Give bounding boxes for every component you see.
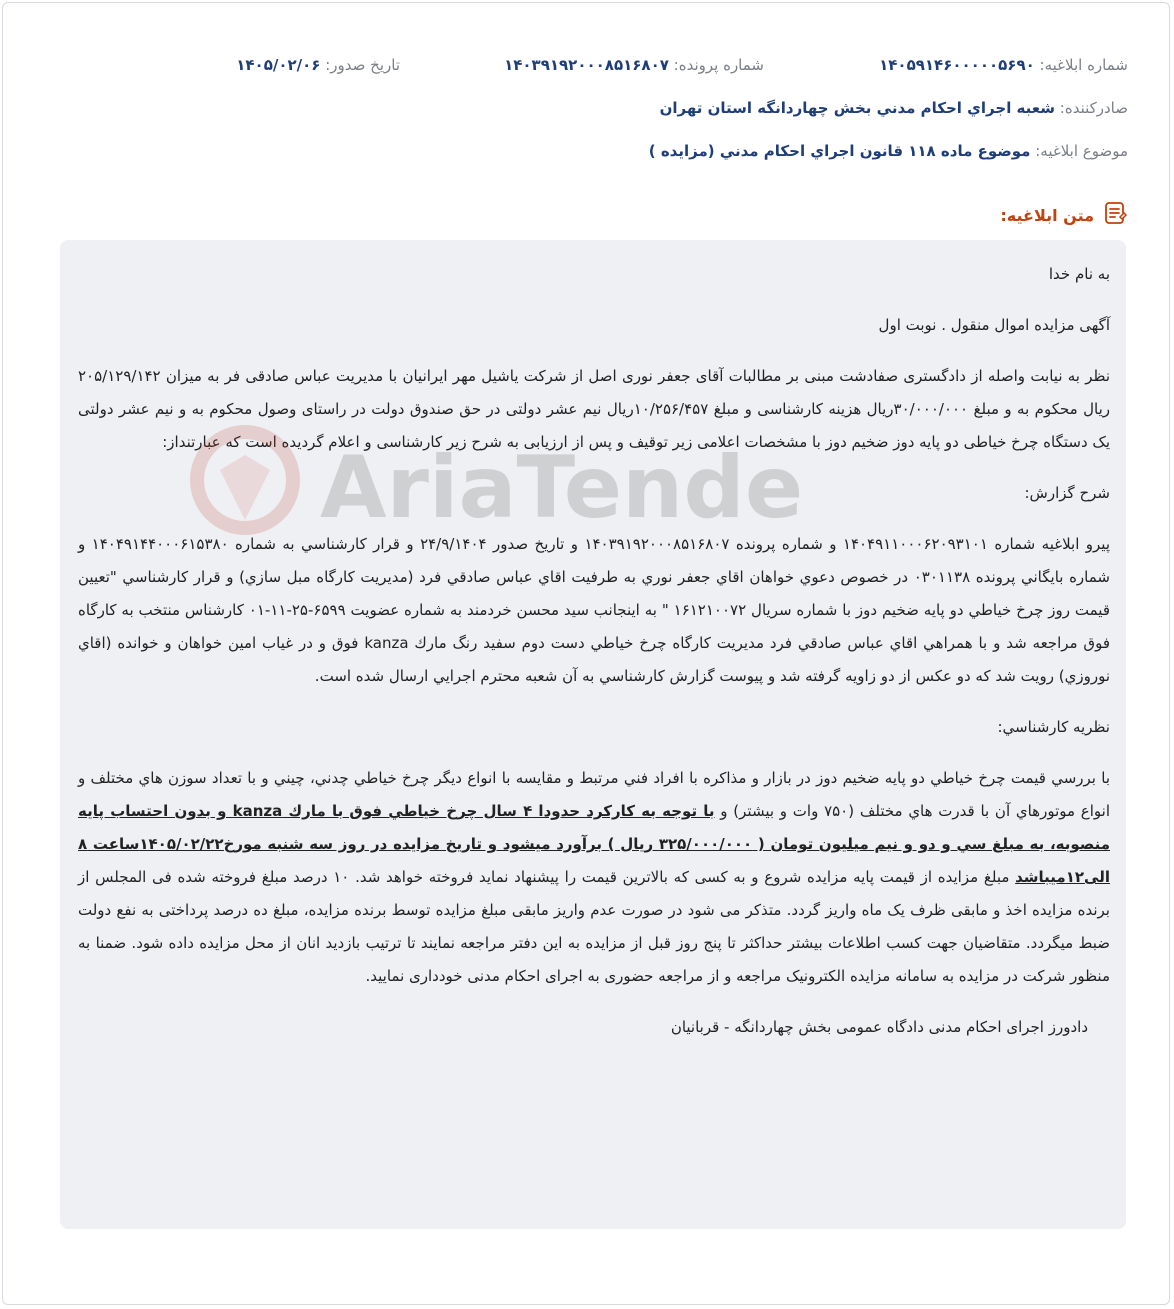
signature: دادورز اجرای احکام مدنی دادگاه عمومی بخش چهاردانگه - قربانیان xyxy=(670,1018,1088,1036)
opinion-paragraph xyxy=(78,762,1110,993)
issue-date xyxy=(236,56,400,74)
notice-number xyxy=(879,56,1128,74)
opinion-heading: نظریه کارشناسي: xyxy=(997,718,1110,736)
report-heading: شرح گزارش: xyxy=(1024,484,1110,502)
document-text-icon xyxy=(1102,200,1128,230)
report-paragraph: پیرو ابلاغیه شماره ۱۴۰۴۹۱۱۰۰۰۶۲۰۹۳۱۰۱ و شماره پرونده ۱۴۰۳۹۱۹۲۰۰۰۸۵۱۶۸۰۷ و تاریخ صدور ۲۴/۹/۱۴۰۴ و قرار کارشناسي به شماره ۱۴۰۴۹۱۴۴۰۰۰۶۱۵۳۸۰ و شماره بایگاني پرونده ۰۳۰۱۱۳۸ در خصوص دعوي خواهان اقاي جعفر نوري به طرفیت اقاي عباس صادقي فرد (مدیریت کارگاه مبل سازي) و قرار کارشناسي "تعیین قیمت روز چرخ خیاطي دو پایه ضخیم دوز با شماره سریال ۱۶۱۲۱۰۰۷۲ " به اینجانب سید محسن خردمند به شماره عضویت ۶۵۹۹-۲۵-۱۱-۰۱ کارشناس منتخب به کارگاه فوق مراجعه شد و با همراهي اقاي عباس صادقي فرد مدیریت کارگاه چرخ خیاطي دست دوم سفید رنگ مارك kanza فوق و در غیاب امین خواهان و خوانده (اقاي نوروزي) رویت شد که دو عکس از دو زاویه گرفته شد و پیوست گزارش کارشناسي به آن شعبه محترم اجرایي ارسال شده است. xyxy=(78,535,1111,685)
issue-date-value: ۱۴۰۵/۰۲/۰۶ xyxy=(236,56,321,74)
opinion-text-a: با بررسي قیمت چرخ خیاطي دو پایه ضخیم دوز در بازار و مذاکره با افراد فني مرتبط و مقایسه با انواع دیگر چرخ خیاطي چدني، چیني و با تعداد سوزن هاي مختلف و انواع موتورهاي آن با قدرت هاي مختلف (۷۵۰ وات و بیشتر) و xyxy=(78,769,1110,820)
opinion-text-c: مبلغ مزایده از قیمت پایه مزایده شروع و به کسی که بالاترین قیمت را پیشنهاد نماید فروخته خواهد شد. ۱۰ درصد مبلغ فروخته شده فی المجلس از برنده مزایده اخذ و مابقی ظرف یک ماه واریز گردد. متذکر می شود در صورت عدم واریز مابقی مبلغ مزایده توسط برنده مزایده، مبلغ ده درصد پرداختی به نفع دولت ضبط میگردد. متقاضیان جهت کسب اطلاعات بیشتر حداکثر تا پنج روز قبل از مزایده به این دفتر مراجعه نمایند تا ترتیب بازدید انان از محل مزایده داده شود. ضمنا به منظور شرکت در مزایده به سامانه مزایده الکترونیک مراجعه و از مراجعه حضوری به اجرای احکام مدنی خودداری نمایید. xyxy=(78,868,1110,985)
subject-label: موضوع ابلاغیه: xyxy=(1035,142,1128,160)
case-number-label: شماره پرونده: xyxy=(673,56,764,74)
issuer-row xyxy=(40,99,1128,117)
subject-row xyxy=(40,142,1128,160)
notice-body xyxy=(60,240,1126,1229)
subject-value: موضوع ماده ۱۱۸ قانون اجراي احكام مدني (مزايده ) xyxy=(648,142,1031,160)
opening-line: به نام خدا xyxy=(1048,265,1110,283)
issue-date-label: تاریخ صدور: xyxy=(325,56,400,74)
case-number-value: ۱۴۰۳۹۱۹۲۰۰۰۸۵۱۶۸۰۷ xyxy=(504,56,669,74)
issuer-label: صادرکننده: xyxy=(1059,99,1128,117)
notice-number-value: ۱۴۰۵۹۱۴۶۰۰۰۰۰۵۶۹۰ xyxy=(879,56,1035,74)
notice-text-heading xyxy=(1000,200,1128,230)
opinion-text-highlight: با توجه به کارکرد حدودا ۴ سال چرخ خیاطي فوق با مارك kanza و بدون احتساب پایه منصوبه، به مبلغ سي و دو و نیم میلیون تومان ( ۳۲۵/۰۰۰/۰۰۰ ریال ) برآورد میشود و تاریخ مزایده در روز سه شنبه مورخ۱۴۰۵/۰۲/۲۲ساعت ۸ الی۱۲میباشد xyxy=(78,802,1110,886)
case-number xyxy=(504,56,764,74)
auction-title: آگهی مزایده اموال منقول . نوبت اول xyxy=(878,316,1110,334)
notice-number-label: شماره ابلاغیه: xyxy=(1039,56,1128,74)
header-row xyxy=(40,56,1128,82)
intro-paragraph: نظر به نیابت واصله از دادگستری صفادشت مبنی بر مطالبات آقای جعفر نوری اصل از شرکت یاشیل مهر ایرانیان با مدیریت عباس صادقی فر به میزان ۲۰۵/۱۲۹/۱۴۲ ریال محکوم به و مبلغ ۳۰/۰۰۰/۰۰۰ریال هزینه کارشناسی و مبلغ ۱۰/۲۵۶/۴۵۷ریال نیم عشر دولتی در حق صندوق دولت در راستای وصول محکوم به و نیم عشر دولتی یک دستگاه چرخ خیاطی دو پایه دوز ضخیم دوز با مشخصات اعلامی زیر توقیف و پس از ارزیابی به شرح زیر کارشناسی و اعلام گردیده است که عبارتنداز: xyxy=(78,367,1110,451)
section-title: متن ابلاغیه: xyxy=(1000,205,1094,225)
issuer-value: شعبه اجراي احكام مدني بخش چهاردانگه استان تهران xyxy=(659,99,1055,117)
